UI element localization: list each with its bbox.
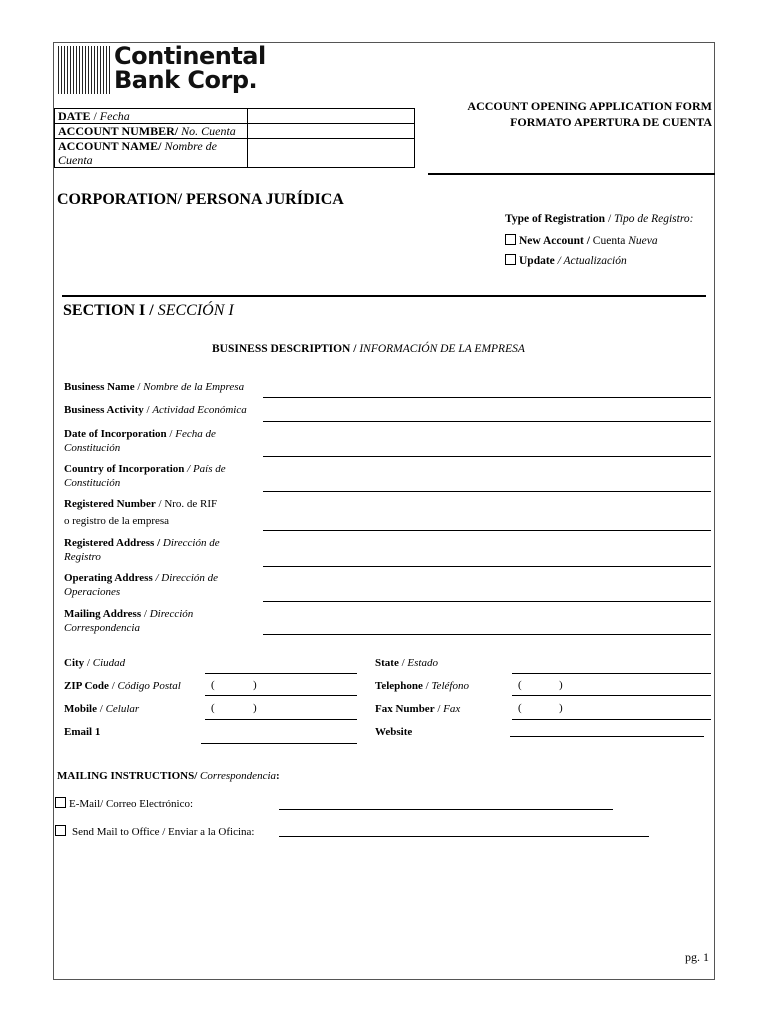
- corporation-heading: CORPORATION/ PERSONA JURÍDICA: [57, 191, 344, 208]
- account-number-label-cell: ACCOUNT NUMBER/ No. Cuenta: [55, 124, 248, 139]
- account-name-label-cell: ACCOUNT NAME/ Nombre de Cuenta: [55, 139, 248, 168]
- fax-paren-close: ): [559, 702, 563, 714]
- mobile-line[interactable]: [205, 719, 357, 720]
- fax-line[interactable]: [512, 719, 711, 720]
- registration-type: [505, 212, 713, 268]
- field-business-activity-line[interactable]: [263, 421, 711, 422]
- office-option[interactable]: Send Mail to Office / Enviar a la Oficina:: [55, 825, 254, 839]
- state-line[interactable]: [512, 673, 711, 674]
- fax-paren-open: (: [518, 702, 522, 714]
- field-date-of-incorporation-label: Date of Incorporation / Fecha de Constitución: [64, 428, 216, 454]
- zip-paren-open: (: [211, 679, 215, 691]
- field-operating-address-line[interactable]: [263, 601, 711, 602]
- date-label-cell: DATE / Fecha: [55, 109, 248, 124]
- date-value-cell[interactable]: [248, 109, 415, 124]
- logo-mark-icon: [58, 46, 110, 94]
- account-name-value-cell[interactable]: [248, 139, 415, 168]
- field-business-name-line[interactable]: [263, 397, 711, 398]
- new-account-checkbox[interactable]: [505, 234, 516, 245]
- logo-wordmark: Continental Bank Corp.: [114, 42, 266, 94]
- telephone-line[interactable]: [512, 695, 711, 696]
- mobile-label: Mobile / Celular: [64, 703, 140, 715]
- new-account-option[interactable]: New Account / Cuenta Nueva: [505, 234, 713, 248]
- field-registered-number-label: Registered Number / Nro. de RIF o registro de la empresa: [64, 498, 218, 527]
- section-divider: [62, 295, 706, 297]
- form-title: ACCOUNT OPENING APPLICATION FORM FORMATO APERTURA DE CUENTA: [467, 99, 712, 129]
- field-registered-address-label: Registered Address / Dirección de Registro: [64, 537, 220, 563]
- bank-logo: [58, 42, 266, 96]
- header-table: [54, 108, 415, 168]
- website-label: Website: [375, 726, 413, 738]
- fax-label: Fax Number / Fax: [375, 703, 461, 715]
- office-option-line[interactable]: [279, 836, 649, 837]
- field-country-of-incorporation-line[interactable]: [263, 491, 711, 492]
- email-line[interactable]: [201, 743, 357, 744]
- mobile-paren-close: ): [253, 702, 257, 714]
- email-option-line[interactable]: [279, 809, 613, 810]
- state-label: State / Estado: [375, 657, 438, 669]
- mobile-paren-open: (: [211, 702, 215, 714]
- registration-type-label: Type of Registration / Tipo de Registro:: [505, 213, 694, 225]
- office-option-checkbox[interactable]: [55, 825, 66, 836]
- city-line[interactable]: [205, 673, 357, 674]
- page-number: pg. 1: [685, 950, 709, 964]
- telephone-paren-open: (: [518, 679, 522, 691]
- update-option[interactable]: Update / Actualización: [505, 254, 713, 268]
- zip-paren-close: ): [253, 679, 257, 691]
- account-number-value-cell[interactable]: [248, 124, 415, 139]
- email-option-checkbox[interactable]: [55, 797, 66, 808]
- zip-line[interactable]: [205, 695, 357, 696]
- field-operating-address-label: Operating Address / Dirección de Operaciones: [64, 572, 219, 598]
- website-line[interactable]: [510, 736, 704, 737]
- field-business-activity-label: Business Activity / Actividad Económica: [64, 404, 247, 416]
- section-heading: SECTION I / SECCIÓN I: [63, 302, 234, 319]
- mailing-instructions-heading: MAILING INSTRUCTIONS/ Correspondencia:: [57, 770, 280, 782]
- field-business-name-label: Business Name / Nombre de la Empresa: [64, 381, 245, 393]
- update-checkbox[interactable]: [505, 254, 516, 265]
- title-underline: [428, 173, 715, 175]
- zip-label: ZIP Code / Código Postal: [64, 680, 181, 692]
- business-description-heading: BUSINESS DESCRIPTION / INFORMACIÓN DE LA EMPRESA: [212, 343, 525, 355]
- field-country-of-incorporation-label: Country of Incorporation / País de Constitución: [64, 463, 226, 489]
- telephone-label: Telephone / Teléfono: [375, 680, 469, 692]
- field-mailing-address-label: Mailing Address / Dirección Correspondencia: [64, 608, 194, 634]
- email-option[interactable]: E-Mail/ Correo Electrónico:: [55, 797, 193, 811]
- field-date-of-incorporation-line[interactable]: [263, 456, 711, 457]
- city-label: City / Ciudad: [64, 657, 126, 669]
- field-mailing-address-line[interactable]: [263, 634, 711, 635]
- telephone-paren-close: ): [559, 679, 563, 691]
- field-registered-number-line[interactable]: [263, 530, 711, 531]
- email-label: Email 1: [64, 726, 101, 738]
- field-registered-address-line[interactable]: [263, 566, 711, 567]
